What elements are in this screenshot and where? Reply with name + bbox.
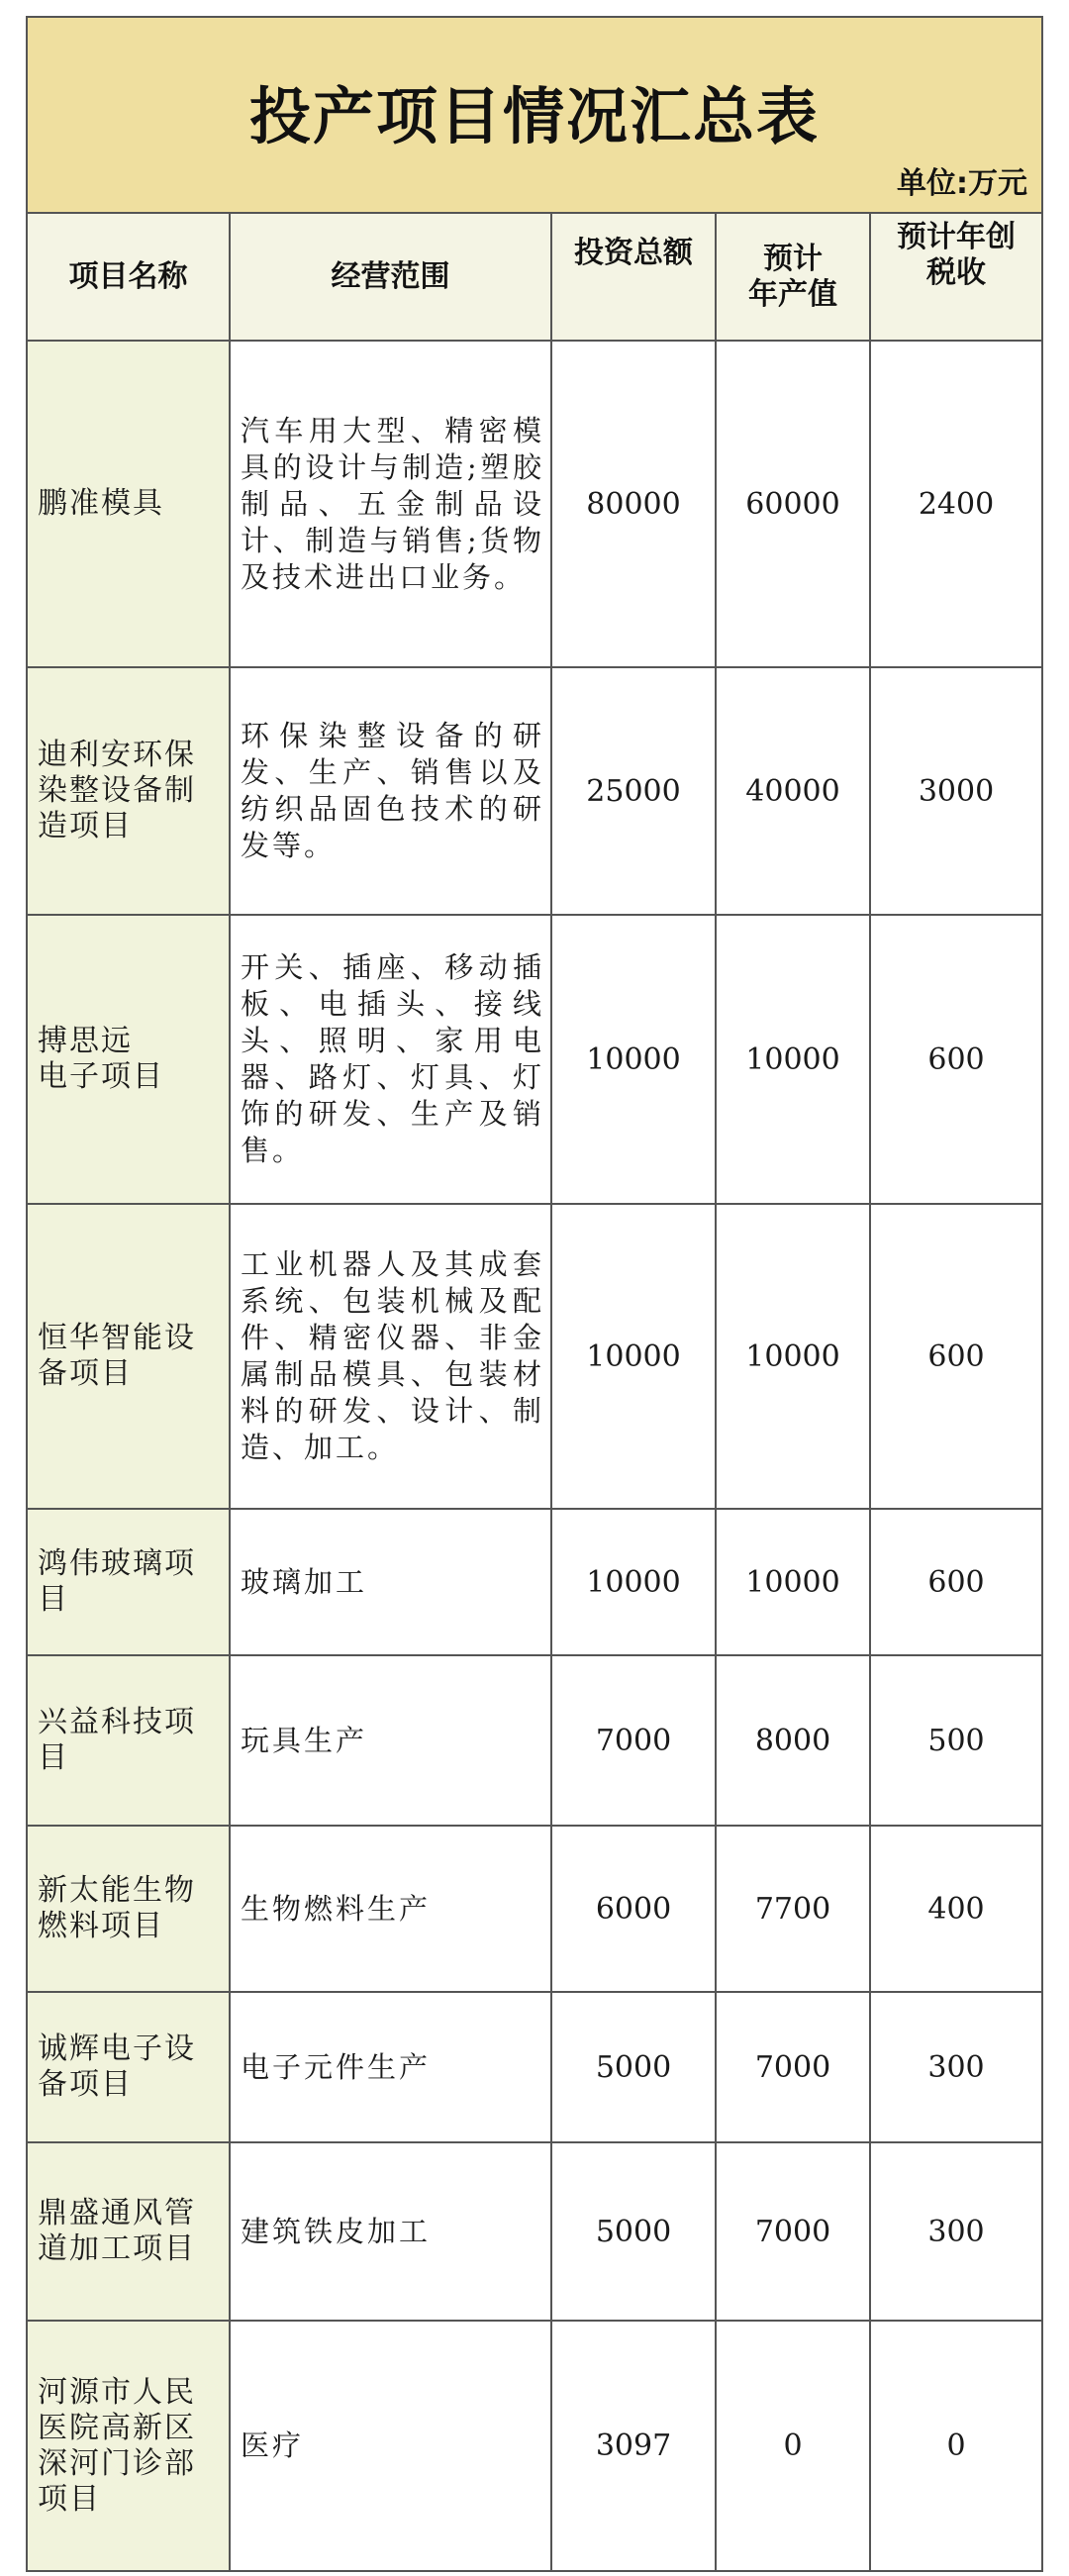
business-scope: 生物燃料生产 bbox=[230, 1826, 551, 1992]
business-scope: 环保染整设备的研发、生产、销售以及纺织品固色技术的研发等。 bbox=[230, 667, 551, 915]
annual-tax: 0 bbox=[870, 2321, 1041, 2570]
business-scope: 电子元件生产 bbox=[230, 1992, 551, 2142]
title-band bbox=[28, 18, 1041, 214]
business-scope: 医疗 bbox=[230, 2321, 551, 2570]
header-row bbox=[28, 214, 1041, 341]
table-row bbox=[28, 2142, 1041, 2321]
table-row bbox=[28, 1204, 1041, 1509]
annual-output: 7000 bbox=[716, 1992, 870, 2142]
annual-output: 40000 bbox=[716, 667, 870, 915]
annual-output: 0 bbox=[716, 2321, 870, 2570]
annual-tax: 600 bbox=[870, 1509, 1041, 1655]
project-name: 河源市人民医院高新区深河门诊部项目 bbox=[28, 2321, 230, 2570]
business-scope: 开关、插座、移动插板、电插头、接线头、照明、家用电器、路灯、灯具、灯饰的研发、生产及销售。 bbox=[230, 915, 551, 1204]
business-scope: 玩具生产 bbox=[230, 1655, 551, 1826]
investment-total: 7000 bbox=[551, 1655, 716, 1826]
project-name: 诚辉电子设备项目 bbox=[28, 1992, 230, 2142]
project-name: 兴益科技项目 bbox=[28, 1655, 230, 1826]
page-title: 投产项目情况汇总表 bbox=[248, 80, 820, 152]
annual-output: 7700 bbox=[716, 1826, 870, 1992]
investment-total: 5000 bbox=[551, 1992, 716, 2142]
project-name: 鹏准模具 bbox=[28, 341, 230, 667]
investment-total: 80000 bbox=[551, 341, 716, 667]
header-output: 预计 年产值 bbox=[716, 214, 870, 341]
project-name: 新太能生物燃料项目 bbox=[28, 1826, 230, 1992]
annual-output: 10000 bbox=[716, 1509, 870, 1655]
table-row bbox=[28, 1992, 1041, 2142]
annual-tax: 3000 bbox=[870, 667, 1041, 915]
table-row bbox=[28, 1826, 1041, 1992]
annual-tax: 2400 bbox=[870, 341, 1041, 667]
investment-total: 10000 bbox=[551, 1509, 716, 1655]
investment-total: 5000 bbox=[551, 2142, 716, 2321]
project-name: 鸿伟玻璃项目 bbox=[28, 1509, 230, 1655]
annual-tax: 600 bbox=[870, 1204, 1041, 1509]
table-row bbox=[28, 1655, 1041, 1826]
table-row bbox=[28, 667, 1041, 915]
project-name: 恒华智能设备项目 bbox=[28, 1204, 230, 1509]
table-row bbox=[28, 341, 1041, 667]
investment-total: 6000 bbox=[551, 1826, 716, 1992]
annual-output: 8000 bbox=[716, 1655, 870, 1826]
annual-tax: 400 bbox=[870, 1826, 1041, 1992]
unit-label: 单位:万元 bbox=[897, 166, 1027, 201]
header-tax: 预计年创 税收 bbox=[870, 214, 1041, 341]
investment-total: 10000 bbox=[551, 1204, 716, 1509]
annual-output: 10000 bbox=[716, 1204, 870, 1509]
annual-output: 60000 bbox=[716, 341, 870, 667]
table-row bbox=[28, 915, 1041, 1204]
business-scope: 玻璃加工 bbox=[230, 1509, 551, 1655]
investment-total: 3097 bbox=[551, 2321, 716, 2570]
annual-output: 10000 bbox=[716, 915, 870, 1204]
annual-tax: 300 bbox=[870, 2142, 1041, 2321]
investment-total: 25000 bbox=[551, 667, 716, 915]
header-investment: 投资总额 bbox=[551, 214, 716, 341]
business-scope: 汽车用大型、精密模具的设计与制造;塑胶制品、五金制品设计、制造与销售;货物及技术进出口业务。 bbox=[230, 341, 551, 667]
business-scope: 建筑铁皮加工 bbox=[230, 2142, 551, 2321]
annual-tax: 600 bbox=[870, 915, 1041, 1204]
annual-output: 7000 bbox=[716, 2142, 870, 2321]
summary-sheet bbox=[26, 16, 1043, 2572]
project-table bbox=[28, 214, 1041, 2570]
investment-total: 10000 bbox=[551, 915, 716, 1204]
header-scope: 经营范围 bbox=[230, 214, 551, 341]
table-row bbox=[28, 2321, 1041, 2570]
project-name: 迪利安环保染整设备制造项目 bbox=[28, 667, 230, 915]
annual-tax: 500 bbox=[870, 1655, 1041, 1826]
project-name: 鼎盛通风管道加工项目 bbox=[28, 2142, 230, 2321]
header-name: 项目名称 bbox=[28, 214, 230, 341]
project-name: 搏思远 电子项目 bbox=[28, 915, 230, 1204]
business-scope: 工业机器人及其成套系统、包装机械及配件、精密仪器、非金属制品模具、包装材料的研发、设计、制造、加工。 bbox=[230, 1204, 551, 1509]
annual-tax: 300 bbox=[870, 1992, 1041, 2142]
table-row bbox=[28, 1509, 1041, 1655]
